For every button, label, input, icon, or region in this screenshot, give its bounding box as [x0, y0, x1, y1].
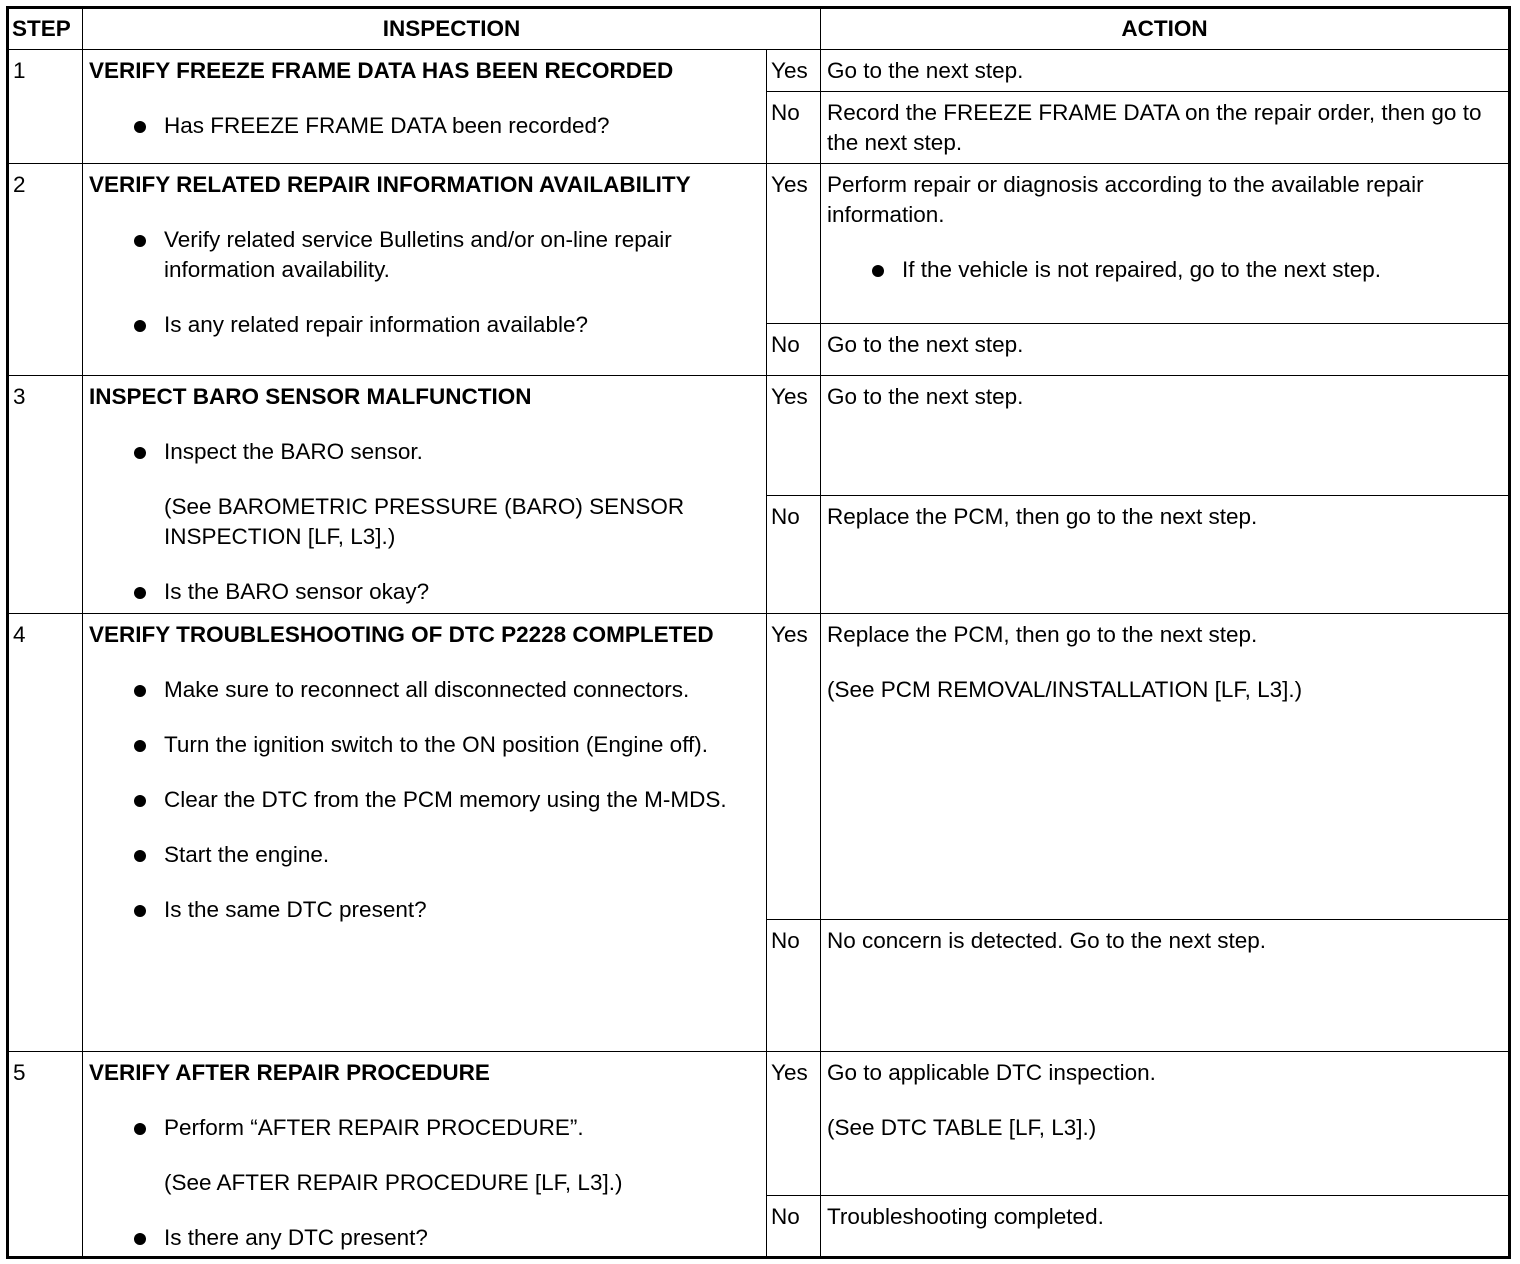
yes-label: Yes: [767, 50, 821, 92]
inspection-cell: [83, 1052, 767, 1258]
reference-note: (See BAROMETRIC PRESSURE (BARO) SENSOR INSPECTION [LF, L3].): [164, 494, 685, 549]
table-row: [8, 164, 1510, 324]
inspection-cell: [83, 164, 767, 376]
inspection-cell: [83, 614, 767, 1052]
reference-note: (See PCM REMOVAL/INSTALLATION [LF, L3].): [827, 677, 1303, 702]
step-number: 1: [8, 50, 83, 164]
bullet-item: Is there any DTC present?: [89, 1223, 760, 1253]
diagnostic-table: [6, 6, 1511, 1259]
step-title: VERIFY TROUBLESHOOTING OF DTC P2228 COMPLETED: [89, 622, 714, 647]
table-row: [8, 50, 1510, 92]
no-label: No: [767, 1196, 821, 1258]
inspection-cell: [83, 376, 767, 614]
bullet-item: Is any related repair information available?: [89, 310, 760, 340]
no-action: Troubleshooting completed.: [821, 1196, 1510, 1258]
bullet-item: Perform “AFTER REPAIR PROCEDURE”.: [89, 1113, 760, 1143]
table-row: [8, 1052, 1510, 1196]
yes-label: Yes: [767, 376, 821, 496]
yes-action-cell: [821, 1052, 1510, 1196]
yes-action: Go to applicable DTC inspection.: [827, 1060, 1156, 1085]
reference-note: (See AFTER REPAIR PROCEDURE [LF, L3].): [164, 1170, 623, 1195]
step-number: 4: [8, 614, 83, 1052]
yes-action-cell: [821, 614, 1510, 920]
no-action: No concern is detected. Go to the next step.: [821, 920, 1510, 1052]
yes-label: Yes: [767, 1052, 821, 1196]
reference-note: (See DTC TABLE [LF, L3].): [827, 1115, 1097, 1140]
yes-action-cell: [821, 164, 1510, 324]
table-row: [8, 614, 1510, 920]
step-title: VERIFY FREEZE FRAME DATA HAS BEEN RECORDED: [89, 58, 674, 83]
yes-action: Go to the next step.: [821, 376, 1510, 496]
no-label: No: [767, 324, 821, 376]
no-label: No: [767, 496, 821, 614]
no-action: Go to the next step.: [821, 324, 1510, 376]
yes-action: Replace the PCM, then go to the next step.: [827, 622, 1258, 647]
no-label: No: [767, 920, 821, 1052]
header-action: ACTION: [821, 8, 1510, 50]
bullet-item: Start the engine.: [89, 840, 760, 870]
bullet-item: Verify related service Bulletins and/or on-line repair information availability.: [89, 225, 760, 285]
step-title: VERIFY RELATED REPAIR INFORMATION AVAILABILITY: [89, 172, 691, 197]
bullet-item: Make sure to reconnect all disconnected connectors.: [89, 675, 760, 705]
yes-label: Yes: [767, 614, 821, 920]
step-title: INSPECT BARO SENSOR MALFUNCTION: [89, 384, 532, 409]
bullet-item: Inspect the BARO sensor.: [89, 437, 760, 467]
bullet-item: Has FREEZE FRAME DATA been recorded?: [89, 111, 760, 141]
inspection-cell: [83, 50, 767, 164]
header-inspection: INSPECTION: [83, 8, 821, 50]
no-action: Record the FREEZE FRAME DATA on the repair order, then go to the next step.: [821, 92, 1510, 164]
table-header-row: [8, 8, 1510, 50]
step-number: 5: [8, 1052, 83, 1258]
table-row: [8, 376, 1510, 496]
no-action: Replace the PCM, then go to the next step.: [821, 496, 1510, 614]
step-title: VERIFY AFTER REPAIR PROCEDURE: [89, 1060, 490, 1085]
step-number: 3: [8, 376, 83, 614]
bullet-item: Is the BARO sensor okay?: [89, 577, 760, 607]
yes-action: Perform repair or diagnosis according to the available repair information.: [827, 172, 1424, 227]
step-number: 2: [8, 164, 83, 376]
bullet-item: Is the same DTC present?: [89, 895, 760, 925]
header-step: STEP: [8, 8, 83, 50]
action-bullet-item: If the vehicle is not repaired, go to the next step.: [827, 255, 1502, 285]
no-label: No: [767, 92, 821, 164]
yes-label: Yes: [767, 164, 821, 324]
bullet-item: Turn the ignition switch to the ON position (Engine off).: [89, 730, 760, 760]
yes-action: Go to the next step.: [821, 50, 1510, 92]
bullet-item: Clear the DTC from the PCM memory using the M-MDS.: [89, 785, 760, 815]
